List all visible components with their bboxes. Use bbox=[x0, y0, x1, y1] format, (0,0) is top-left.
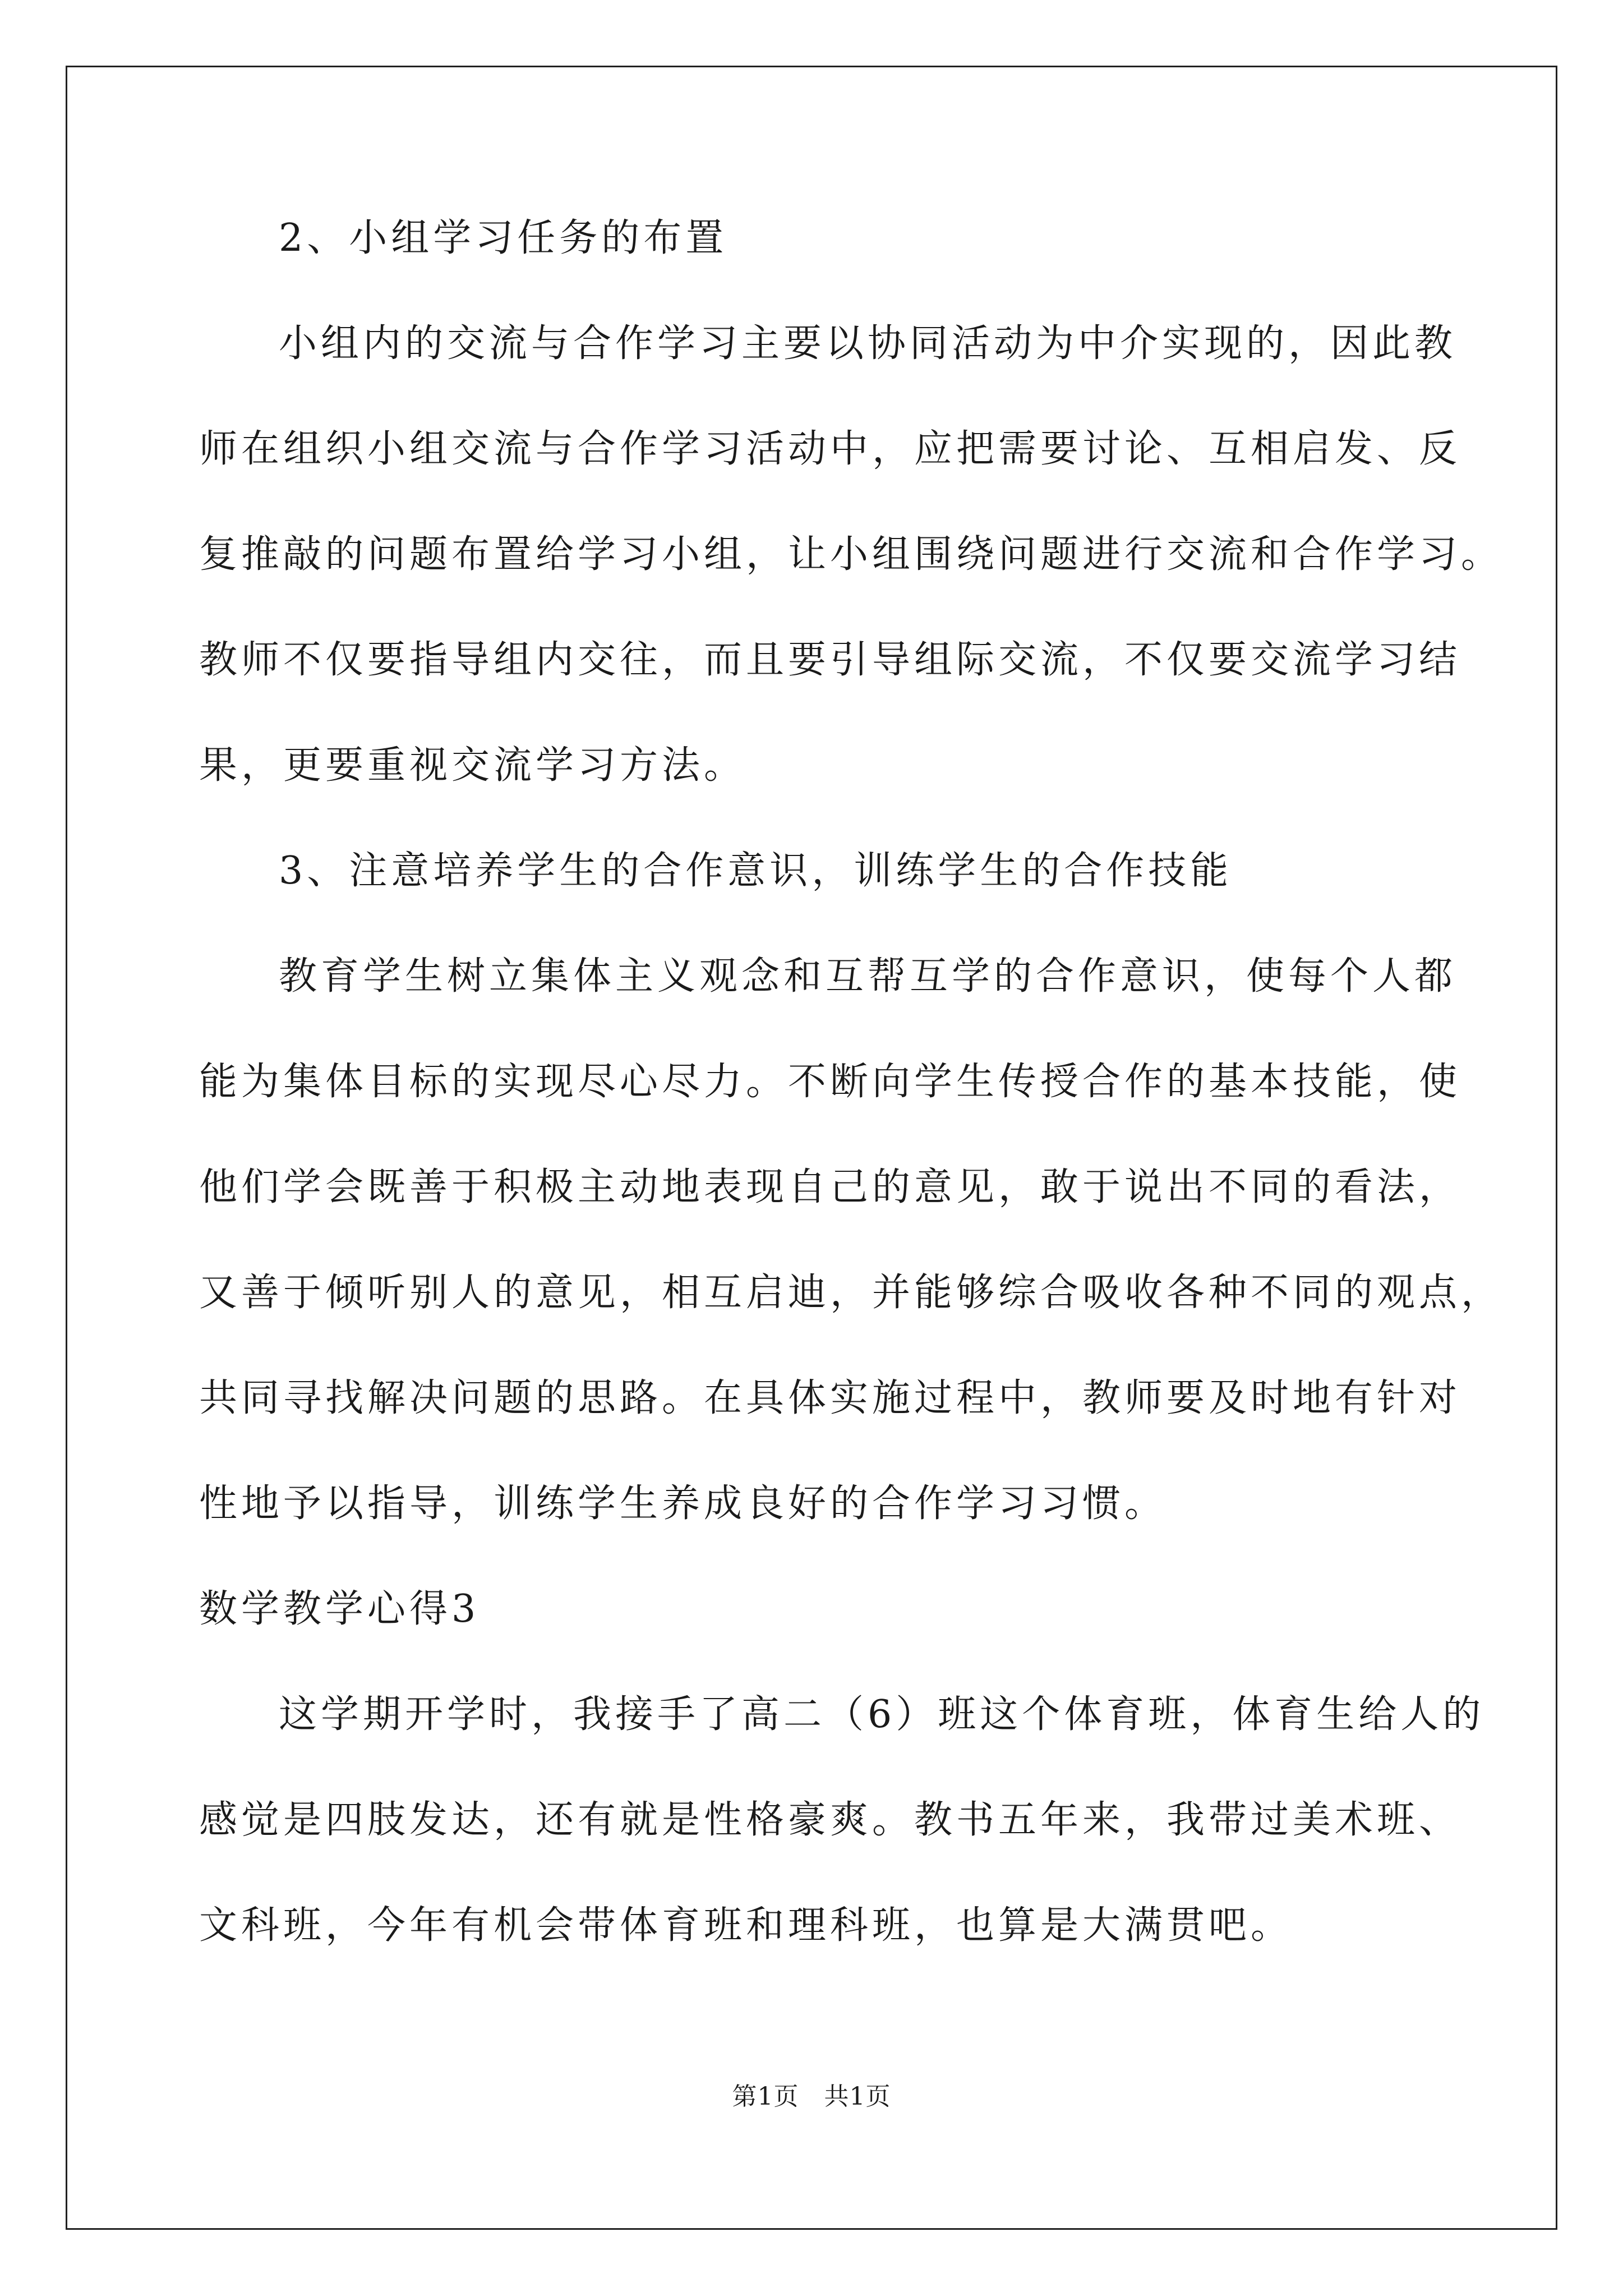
paragraph-line: 共同寻找解决问题的思路。在具体实施过程中，教师要及时地有针对 bbox=[199, 1376, 1461, 1420]
paragraph-line: 文科班，今年有机会带体育班和理科班，也算是大满贯吧。 bbox=[199, 1903, 1293, 1948]
paragraph-line: 果，更要重视交流学习方法。 bbox=[199, 743, 746, 788]
paragraph-line: 复推敲的问题布置给学习小组，让小组围绕问题进行交流和合作学习。 bbox=[199, 532, 1504, 577]
document-title: 数学教学心得3 bbox=[199, 1587, 480, 1631]
section-heading: 2、小组学习任务的布置 bbox=[279, 216, 728, 260]
paragraph-line: 他们学会既善于积极主动地表现自己的意见，敢于说出不同的看法， bbox=[199, 1165, 1461, 1209]
paragraph-line: 师在组织小组交流与合作学习活动中，应把需要讨论、互相启发、反 bbox=[199, 427, 1461, 471]
paragraph-line: 教师不仅要指导组内交往，而且要引导组际交流，不仅要交流学习结 bbox=[199, 638, 1461, 682]
paragraph-line: 又善于倾听别人的意见，相互启迪，并能够综合吸收各种不同的观点， bbox=[199, 1271, 1504, 1315]
paragraph-line: 小组内的交流与合作学习主要以协同活动为中介实现的，因此教 bbox=[279, 321, 1457, 366]
paragraph-line: 能为集体目标的实现尽心尽力。不断向学生传授合作的基本技能，使 bbox=[199, 1060, 1461, 1104]
section-heading: 3、注意培养学生的合作意识，训练学生的合作技能 bbox=[279, 849, 1233, 893]
paragraph-line: 教育学生树立集体主义观念和互帮互学的合作意识，使每个人都 bbox=[279, 954, 1457, 999]
page-footer: 第1页 共1页 bbox=[732, 2082, 891, 2111]
paragraph-line: 感觉是四肢发达，还有就是性格豪爽。教书五年来，我带过美术班、 bbox=[199, 1798, 1461, 1842]
paragraph-line: 这学期开学时，我接手了高二（6）班这个体育班，体育生给人的 bbox=[279, 1692, 1485, 1737]
paragraph-line: 性地予以指导，训练学生养成良好的合作学习习惯。 bbox=[199, 1481, 1167, 1526]
